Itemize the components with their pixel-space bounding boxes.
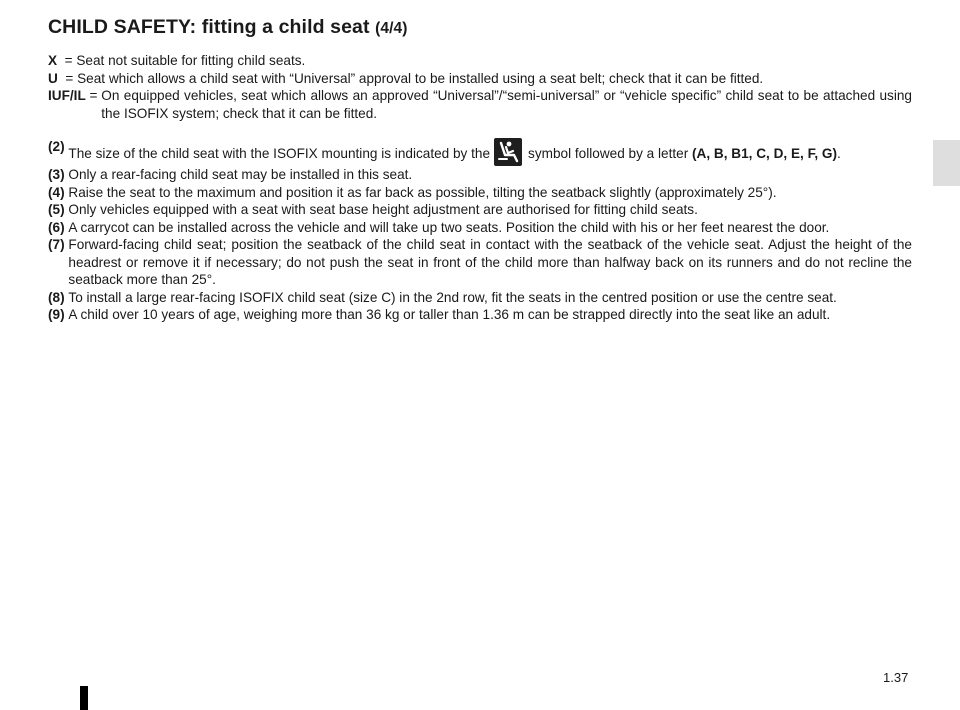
footnote-number: (8) [48,289,65,305]
legend-code: U [48,70,58,86]
page-title-text: CHILD SAFETY: fitting a child seat [48,16,370,38]
footnote-text: Only vehicles equipped with a seat with seat base height adjustment are authorised for fitting child seats. [68,202,698,217]
footnote-text: The size of the child seat with the ISOFIX mounting is indicated by the symbol followed by a letter (A, B, B1, C, D, E, F, G). [68,138,912,166]
footnote-9 [48,306,912,324]
seat-code-legend [48,52,912,122]
legend-code: IUF/IL [48,88,86,103]
footnote-text: Raise the seat to the maximum and position it as far back as possible, tilting the seatback slightly (approximately 25°). [68,184,777,200]
section-side-tab [933,140,960,186]
isofix-seat-icon [494,138,522,166]
footnote-text: A carrycot can be installed across the vehicle and will take up two seats. Position the child with his or her feet nearest the door. [68,219,830,235]
page-title [48,16,407,39]
footnote-number: (7) [48,237,65,252]
footnote-7 [48,236,912,289]
legend-item-u [48,70,912,88]
bottom-margin-marker [80,686,88,710]
footnote-number: (6) [48,219,65,235]
footnote-text: A child over 10 years of age, weighing more than 36 kg or taller than 1.36 m can be strapped directly into the seat like an adult. [68,307,831,322]
footnote-3 [48,166,912,184]
footnote-4 [48,184,912,202]
footnote-number: (3) [48,167,65,182]
legend-separator: = [57,70,78,86]
page-number: 1.37 [883,670,909,685]
footnote-text: Only a rear-facing child seat may be installed in this seat. [68,167,413,182]
legend-item-iuf-il [48,87,912,122]
legend-description: Seat which allows a child seat with “Universal” approval to be installed using a seat belt; check that it can be fitted. [77,70,764,86]
legend-separator: = [57,53,77,68]
footnote-number: (2) [48,139,65,154]
footnote-number: (9) [48,307,65,322]
footnote-text: To install a large rear-facing ISOFIX child seat (size C) in the 2nd row, fit the seats in the centred position or use the centre seat. [68,289,837,305]
legend-description: Seat not suitable for fitting child seats. [76,53,306,68]
legend-separator: = [85,88,102,103]
legend-item-x [48,52,912,70]
footnote-number: (4) [48,184,65,200]
page-part-indicator: (4/4) [375,20,408,37]
legend-code: X [48,53,58,68]
footnote-6 [48,219,912,237]
footnote-number: (5) [48,202,65,217]
legend-description: On equipped vehicles, seat which allows an approved “Universal”/“semi-universal” or “vehicle specific” child seat to be attached using the ISOFIX system; check that it can be fitted. [101,88,912,121]
footnote-2 [48,138,912,166]
footnote-5 [48,201,912,219]
footnote-text: Forward-facing child seat; position the seatback of the child seat in contact with the seatback of the vehicle seat. Adjust the height of the headrest or remove it if necessary; do not push the seat in front of the child more than halfway back on its runners and do not recline the seatback more than 25°. [68,237,912,287]
footnote-8 [48,289,912,307]
footnote-list [48,138,912,324]
